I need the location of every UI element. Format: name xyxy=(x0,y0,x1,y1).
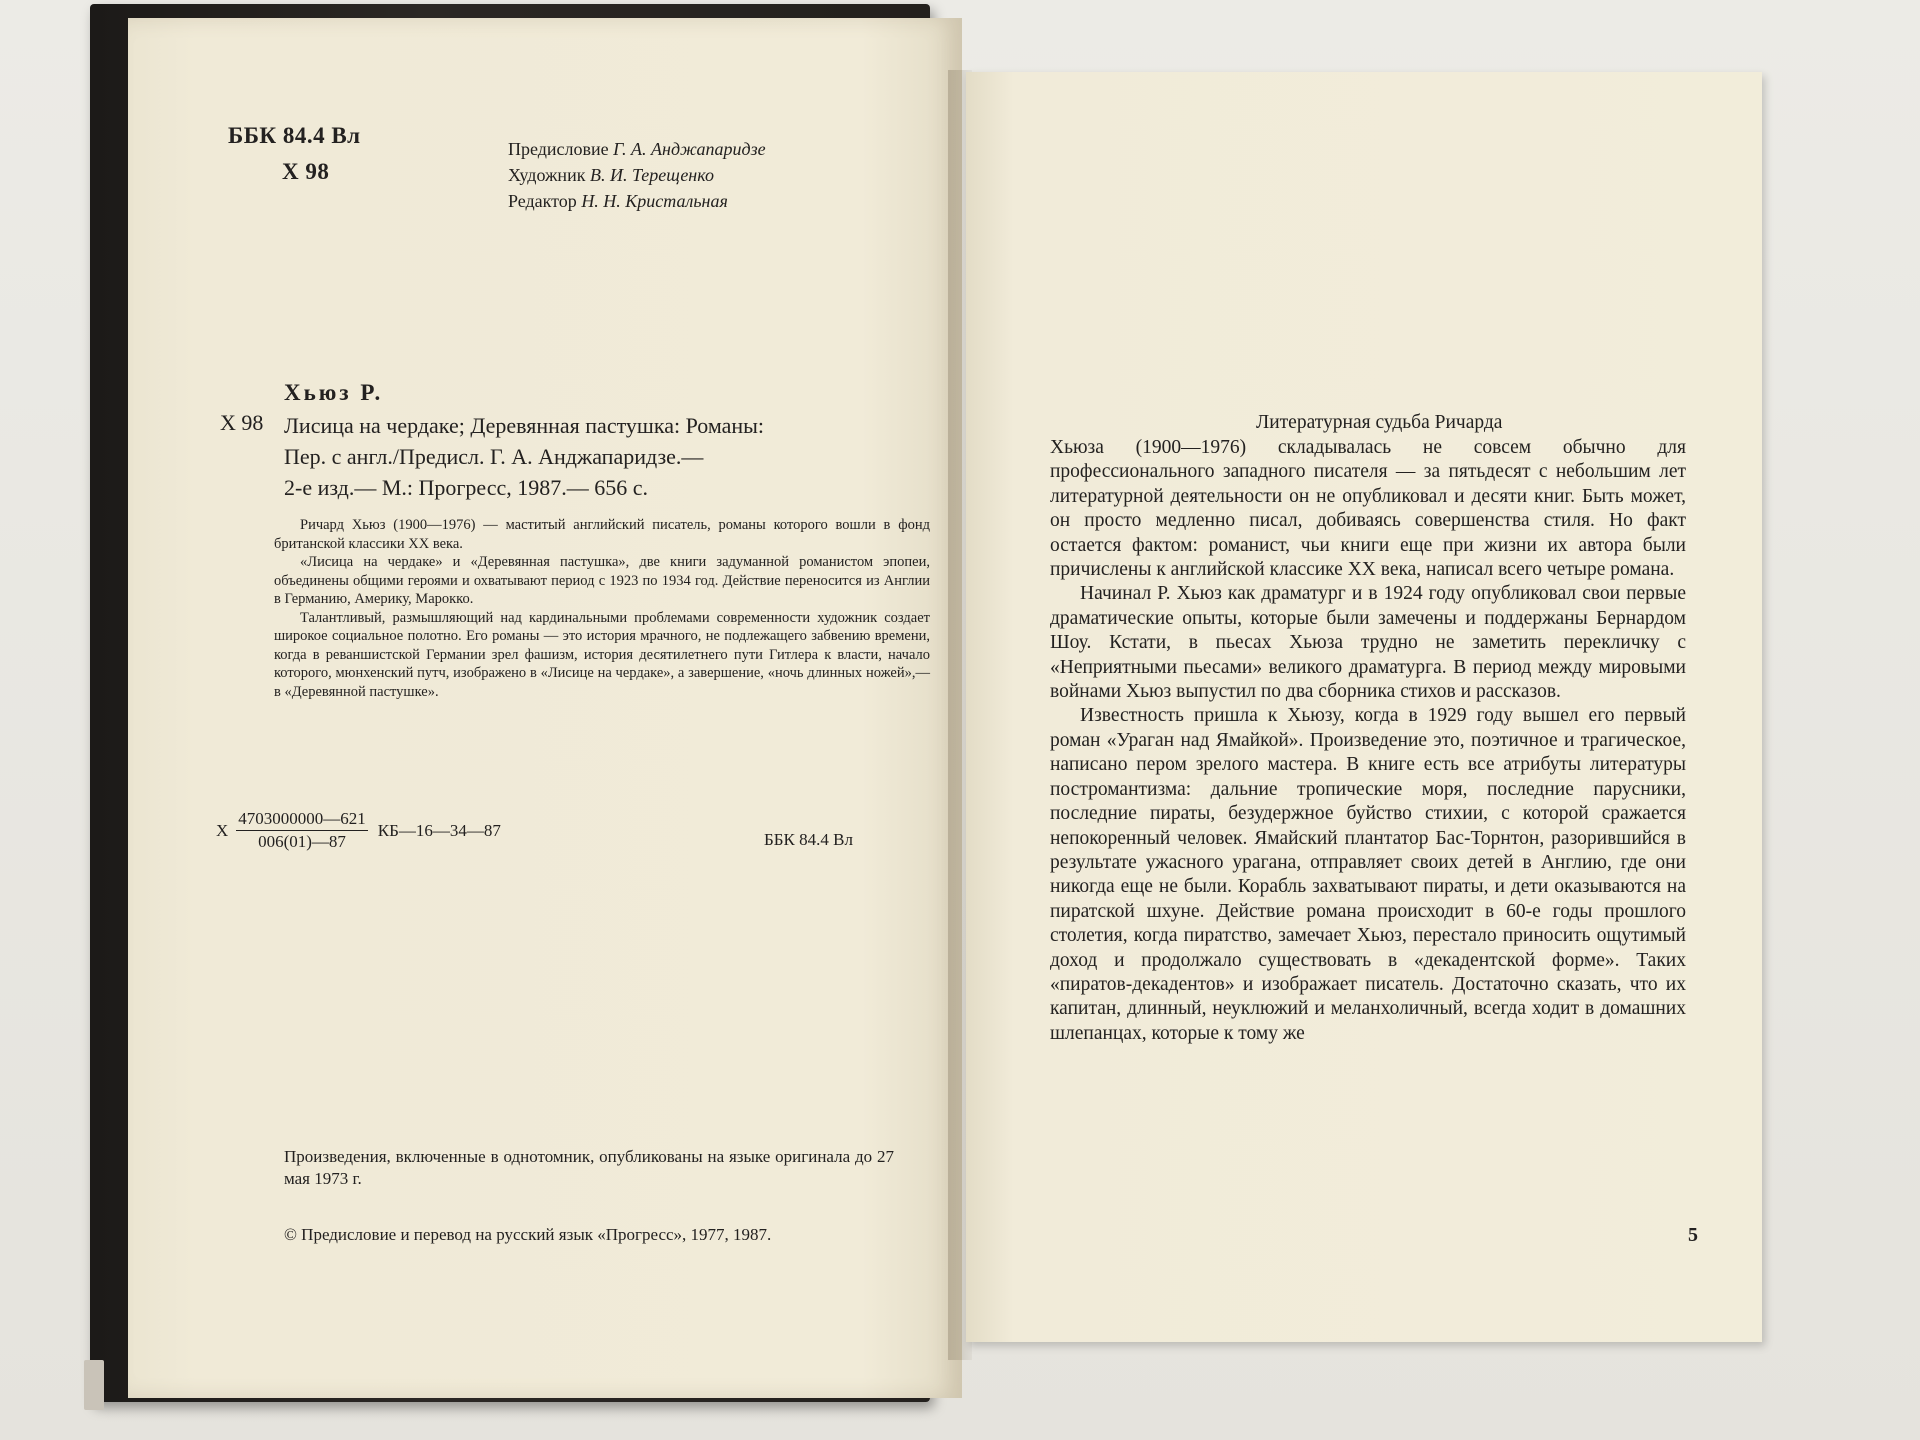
publisher-code xyxy=(216,808,501,853)
bbk-index: Х 98 xyxy=(282,159,330,184)
bbk-footer: ББК 84.4 Вл xyxy=(764,830,853,849)
code-denominator: 006(01)—87 xyxy=(258,832,346,851)
credit-line xyxy=(508,188,766,214)
code-fraction xyxy=(236,808,368,853)
copyright-line: © Предисловие и перевод на русский язык «Прогресс», 1977, 1987. xyxy=(284,1225,772,1244)
credits-block xyxy=(508,136,766,214)
annotation-paragraph: «Лисица на чердаке» и «Деревянная пастушка», две книги задуманной романистом эпопеи, объединены общими героями и охватывают период с 1923 по 1934 год. Действие переносится из Англии в Германию, Америку, Марокко. xyxy=(274,554,930,607)
catalog-index: Х 98 xyxy=(220,410,264,435)
bib-line: Пер. с англ./Предисл. Г. А. Анджапаридзе.— xyxy=(284,444,704,469)
intro-first-line: Литературная судьба Ричарда xyxy=(1256,412,1503,433)
credit-line xyxy=(508,136,766,162)
bib-line: 2-е изд.— М.: Прогресс, 1987.— 656 с. xyxy=(284,475,649,500)
credit-role: Предисловие xyxy=(508,139,609,159)
cover-corner xyxy=(84,1360,104,1410)
credit-name: Н. Н. Кристальная xyxy=(581,191,728,211)
page-number: 5 xyxy=(1688,1224,1698,1246)
right-page xyxy=(966,72,1762,1342)
bib-line: Лисица на чердаке; Деревянная пастушка: Романы: xyxy=(284,413,765,438)
code-prefix: Х xyxy=(216,820,229,840)
body-text xyxy=(1050,436,1686,1046)
credit-role: Редактор xyxy=(508,191,577,211)
body-paragraph: Известность пришла к Хьюзу, когда в 1929 году вышел его первый роман «Ураган над Ямайкой». Произведение это, поэтичное и трагическое, написано пером зрелого мастера. В книге есть все атрибуты литературы постромантизма: дальние тропические моря, последние парусники, последние пираты, безудержное буйство стихии, с которой сражается непокоренный человек. Ямайский плантатор Бас-Торнтон, разорившийся в результате ужасного урагана, отправляет своих детей в Англию, где они никогда еще не были. Корабль захватывают пираты, и дети оказываются на пиратской шхуне. Действие романа происходит в 60-е годы прошлого столетия, когда пиратство, замечает Хьюз, перестало приносить ощутимый доход и продолжало существовать в «декадентской форме». Таких «пиратов-декадентов» и изображает писатель. Достаточно сказать, что их капитан, длинный, неуклюжий и меланхоличный, всегда ходит в домашних шлепанцах, которые к тому же xyxy=(1050,705,1686,1044)
author-heading: Хьюз Р. xyxy=(284,380,384,405)
bbk-code: ББК 84.4 Вл xyxy=(228,123,361,148)
credit-name: В. И. Терещенко xyxy=(589,165,714,185)
annotation-paragraph: Талантливый, размышляющий над кардинальными проблемами современности художник создает широкое социальное полотно. Его романы — это история мрачного, не подлежащего забвению времени, когда в реваншистской Германии зрел фашизм, история десятилетнего пути Гитлера к власти, начало которого, мюнхенский путч, изображено в «Лисице на чердаке», а завершение, «ночь длинных ножей»,— в «Деревянной пастушке». xyxy=(274,609,930,700)
bibliographic-record xyxy=(284,410,924,503)
credit-role: Художник xyxy=(508,165,586,185)
code-suffix: КБ—16—34—87 xyxy=(377,820,501,840)
code-numerator: 4703000000—621 xyxy=(236,808,368,831)
credit-name: Г. А. Анджапаридзе xyxy=(613,139,766,159)
annotation xyxy=(274,516,930,701)
body-paragraph: Хьюза (1900—1976) складывалась не совсем обычно для профессионального западного писателя — за пятьдесят с небольшим лет литературной деятельности он не опубликовал и десяти книг. Быть может, он просто медленно писал, добиваясь совершенства стиля. Но факт остается фактом: романист, чьи книги еще при жизни их автора были причислены к английской классике XX века, написал всего четыре романа. xyxy=(1050,437,1686,581)
body-paragraph: Начинал Р. Хьюз как драматург и в 1924 году опубликовал свои первые драматические опыты, которые были замечены и поддержаны Бернардом Шоу. Кстати, в пьесах Хьюза трудно не заметить перекличку с «Неприятными пьесами» великого драматурга. В период между мировыми войнами Хьюз выпустил по два сборника стихов и рассказов. xyxy=(1050,583,1686,703)
original-note: Произведения, включенные в однотомник, опубликованы на языке оригинала до 27 мая 1973 г. xyxy=(284,1147,894,1188)
bbk-block xyxy=(228,118,361,190)
left-page xyxy=(128,18,962,1398)
credit-line xyxy=(508,162,766,188)
annotation-paragraph: Ричард Хьюз (1900—1976) — маститый английский писатель, романы которого вошли в фонд британской классики XX века. xyxy=(274,517,930,552)
